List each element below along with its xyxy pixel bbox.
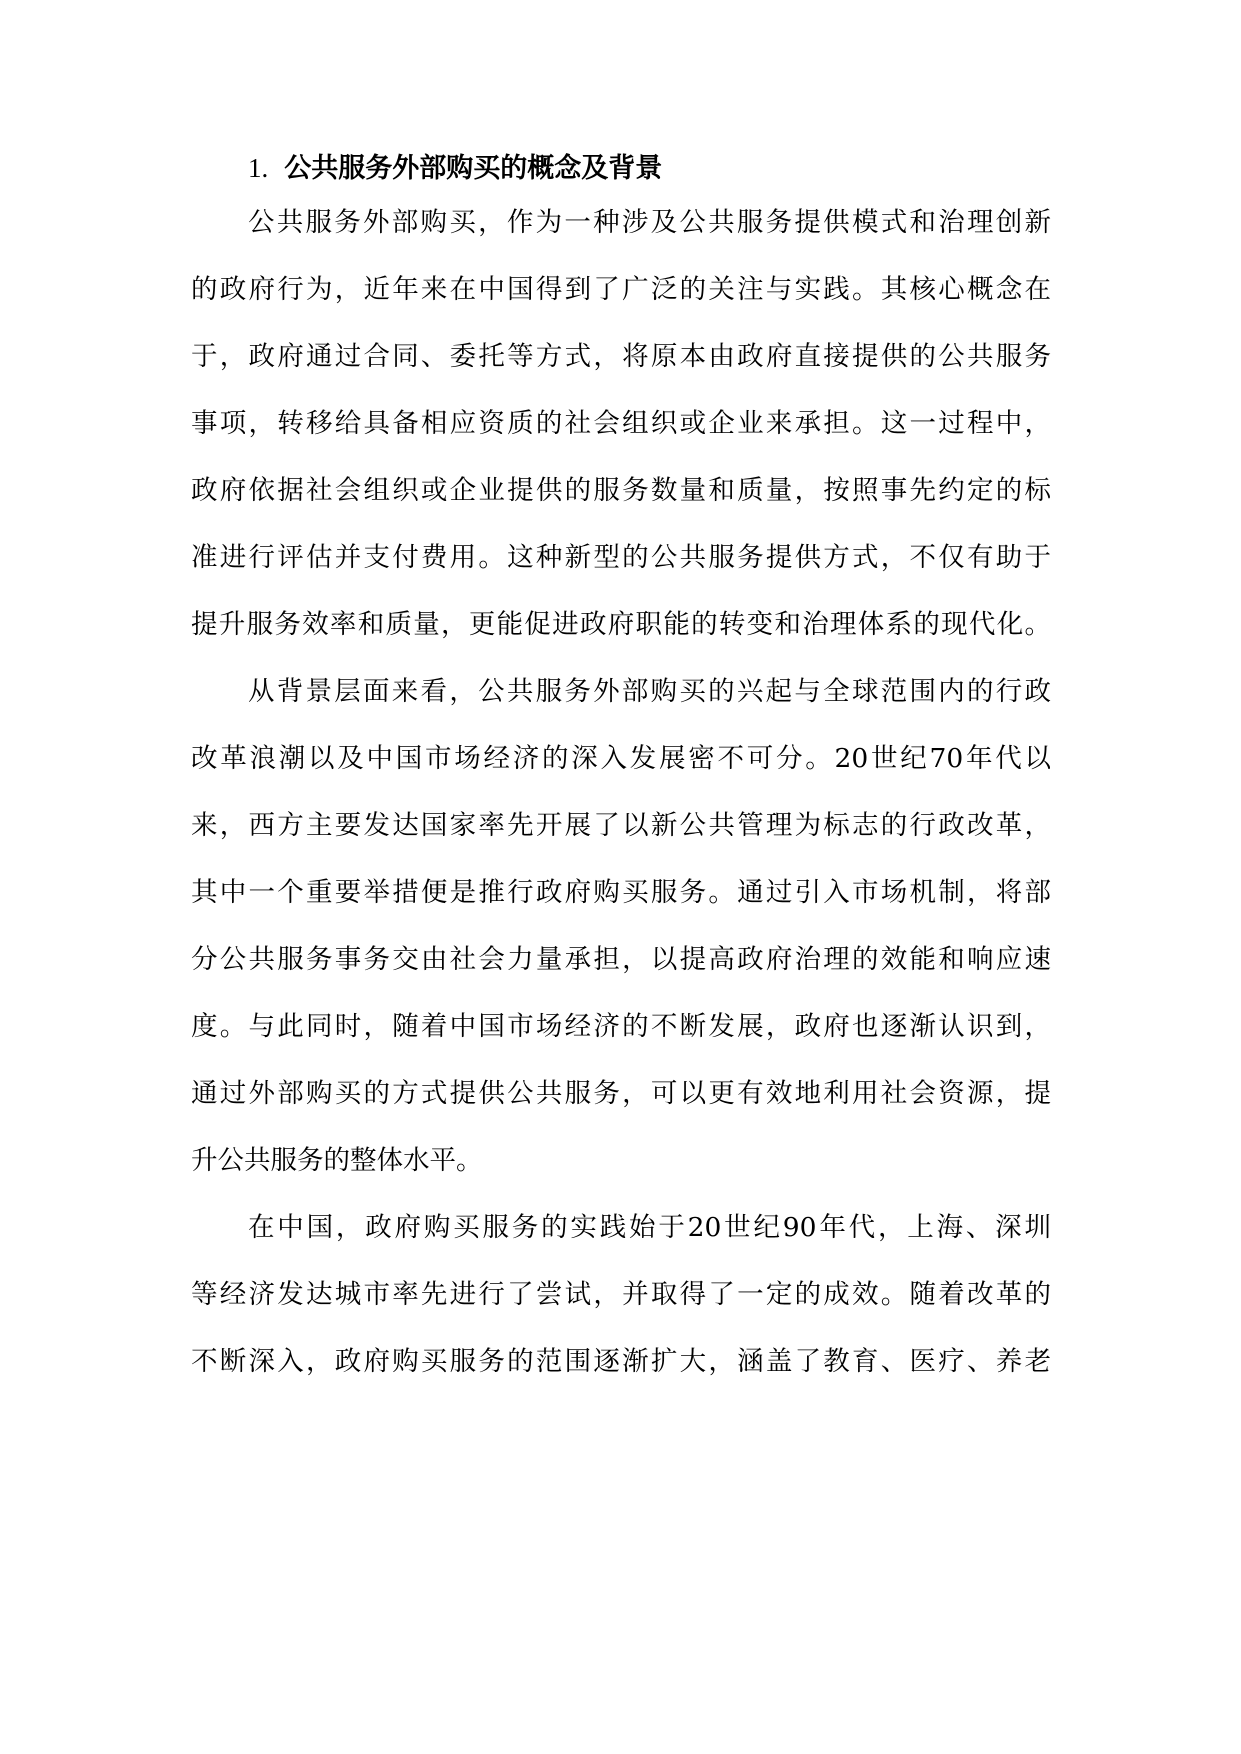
paragraph-2-line-6: 度。与此同时，随着中国市场经济的不断发展，政府也逐渐认识到， [191,1011,1051,1042]
paragraph-2-line-5: 分公共服务事务交由社会力量承担，以提高政府治理的效能和响应速 [191,944,1051,975]
paragraph-1-line-6: 准进行评估并支付费用。这种新型的公共服务提供方式，不仅有助于 [191,542,1051,573]
paragraph-3-line-1: 在中国，政府购买服务的实践始于20世纪90年代，上海、深圳 [248,1212,1051,1243]
paragraph-1-line-5: 政府依据社会组织或企业提供的服务数量和质量，按照事先约定的标 [191,475,1051,506]
paragraph-1-line-3: 于，政府通过合同、委托等方式，将原本由政府直接提供的公共服务 [191,341,1051,372]
paragraph-1-line-2: 的政府行为，近年来在中国得到了广泛的关注与实践。其核心概念在 [191,274,1051,305]
section-title: 公共服务外部购买的概念及背景 [284,153,663,184]
paragraph-3-line-2: 等经济发达城市率先进行了尝试，并取得了一定的成效。随着改革的 [191,1279,1051,1310]
paragraph-2-line-7: 通过外部购买的方式提供公共服务，可以更有效地利用社会资源，提 [191,1078,1051,1109]
paragraph-2-line-8: 升公共服务的整体水平。 [191,1145,483,1176]
paragraph-3-line-3: 不断深入，政府购买服务的范围逐渐扩大，涵盖了教育、医疗、养老 [191,1346,1051,1377]
paragraph-1-line-4: 事项，转移给具备相应资质的社会组织或企业来承担。这一过程中， [191,408,1051,439]
paragraph-2-line-3: 来，西方主要发达国家率先开展了以新公共管理为标志的行政改革， [191,810,1051,841]
paragraph-1-line-7: 提升服务效率和质量，更能促进政府职能的转变和治理体系的现代化。 [191,609,1051,640]
paragraph-2-line-2: 改革浪潮以及中国市场经济的深入发展密不可分。20世纪70年代以 [191,743,1051,774]
paragraph-2-line-4: 其中一个重要举措便是推行政府购买服务。通过引入市场机制，将部 [191,877,1051,908]
paragraph-1-line-1: 公共服务外部购买，作为一种涉及公共服务提供模式和治理创新 [248,207,1051,238]
paragraph-2-line-1: 从背景层面来看，公共服务外部购买的兴起与全球范围内的行政 [248,676,1051,707]
section-number: 1. [248,153,269,183]
section-heading [248,148,662,189]
